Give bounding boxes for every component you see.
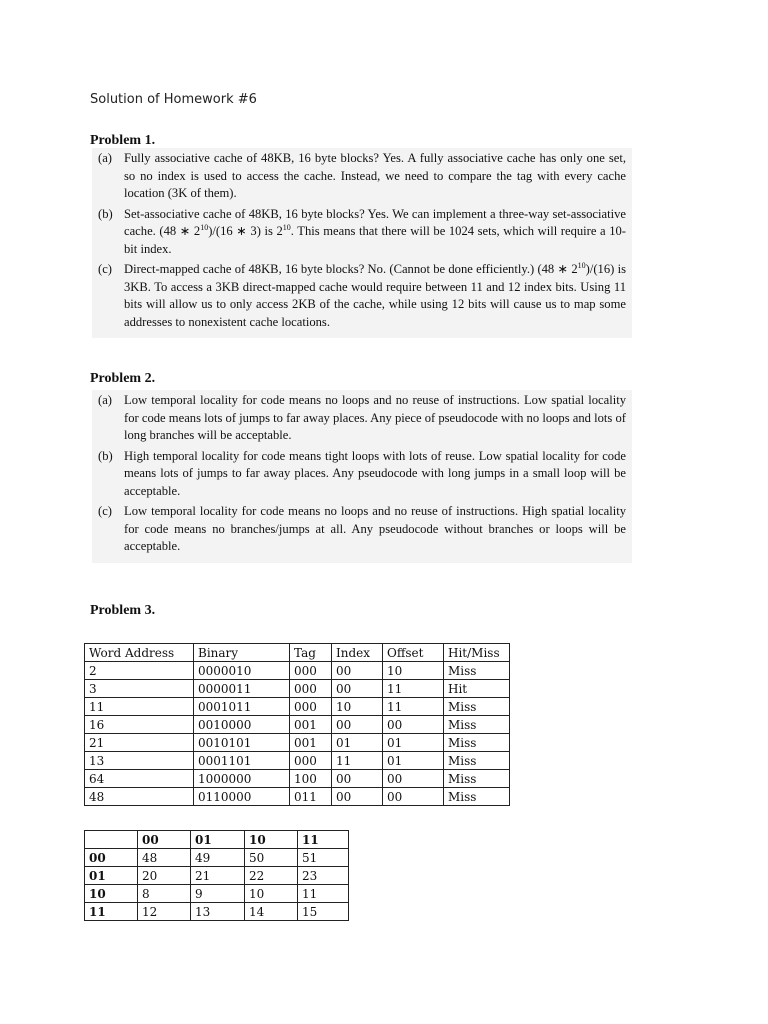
page-heading: Solution of Homework #6: [90, 92, 257, 107]
table-row: [85, 885, 349, 903]
table-cell: 12: [138, 903, 191, 921]
cell-index: 10: [332, 698, 383, 716]
problem-1-item-b: [92, 206, 632, 259]
cell-word-address: 11: [85, 698, 194, 716]
item-label: (c): [98, 262, 112, 276]
item-text: Fully associative cache of 48KB, 16 byte blocks? Yes. A fully associative cache has only one set, so no index is used to access the cache. Instead, we need to compare the tag with every cache location (3K of them).: [124, 151, 626, 200]
header-word-address: Word Address: [85, 644, 194, 662]
cell-offset: 11: [383, 698, 444, 716]
cell-offset: 01: [383, 752, 444, 770]
item-label: (b): [98, 448, 113, 463]
table-row: [85, 680, 510, 698]
cell-offset: 00: [383, 788, 444, 806]
cell-word-address: 64: [85, 770, 194, 788]
cell-index: 00: [332, 770, 383, 788]
header-index: Index: [332, 644, 383, 662]
item-text: )/(16) is 3KB. To access a 3KB direct-mapped cache would require between 11 and 12 index bits. Using 11 bits will allow us to only access 2KB of the cache, while using 12 bits will cause us to map some addresses to nonexistent cache locations.: [124, 262, 626, 329]
table-row: [85, 698, 510, 716]
cell-tag: 000: [290, 752, 332, 770]
table-cell: 11: [298, 885, 349, 903]
problem-2-title: Problem 2.: [90, 371, 156, 386]
cell-binary: 0010101: [194, 734, 290, 752]
table-header-row: [85, 831, 349, 849]
item-label: (b): [98, 206, 113, 221]
cell-tag: 000: [290, 680, 332, 698]
table-cell: 15: [298, 903, 349, 921]
header-hit-miss: Hit/Miss: [444, 644, 510, 662]
item-label: (a): [98, 393, 112, 407]
cell-offset: 11: [383, 680, 444, 698]
item-text: . This means that there will be 1024 sets, which will require a 10-bit index.: [124, 224, 627, 256]
cell-binary: 0000011: [194, 680, 290, 698]
cell-binary: 0110000: [194, 788, 290, 806]
header-tag: Tag: [290, 644, 332, 662]
header-col-10: 10: [245, 831, 298, 849]
cell-word-address: 48: [85, 788, 194, 806]
item-text: )/(16 ∗ 3) is 2: [208, 224, 283, 238]
cell-tag: 000: [290, 662, 332, 680]
cell-binary: 0010000: [194, 716, 290, 734]
table-cell: 21: [191, 867, 245, 885]
table-row: [85, 734, 510, 752]
problem-1-item-a: [92, 150, 632, 203]
table-cell: 50: [245, 849, 298, 867]
cell-word-address: 3: [85, 680, 194, 698]
cell-word-address: 2: [85, 662, 194, 680]
header-offset: Offset: [383, 644, 444, 662]
cache-contents-table: [84, 830, 349, 921]
problem-3-title: Problem 3.: [90, 603, 156, 618]
cell-word-address: 21: [85, 734, 194, 752]
cell-tag: 001: [290, 716, 332, 734]
cell-tag: 001: [290, 734, 332, 752]
table-cell: 22: [245, 867, 298, 885]
table-cell: 48: [138, 849, 191, 867]
row-header: 11: [85, 903, 138, 921]
item-label: (c): [98, 504, 112, 518]
table-row: [85, 752, 510, 770]
cell-index: 00: [332, 716, 383, 734]
header-binary: Binary: [194, 644, 290, 662]
cell-index: 01: [332, 734, 383, 752]
address-trace-table: [84, 643, 510, 806]
header-corner: [85, 831, 138, 849]
cell-index: 00: [332, 680, 383, 698]
row-header: 01: [85, 867, 138, 885]
cell-binary: 1000000: [194, 770, 290, 788]
table-row: [85, 867, 349, 885]
table-row: [85, 770, 510, 788]
cell-index: 00: [332, 788, 383, 806]
table-row: [85, 788, 510, 806]
cell-tag: 000: [290, 698, 332, 716]
cell-tag: 100: [290, 770, 332, 788]
table-row: [85, 662, 510, 680]
problem-1-solution: [92, 148, 632, 338]
item-text: Direct-mapped cache of 48KB, 16 byte blocks? No. (Cannot be done efficiently.) (48 ∗ 2: [124, 262, 578, 276]
item-text: Set-associative cache of 48KB, 16 byte blocks? Yes. We can implement a three-way set-associative cache. (48 ∗ 2: [124, 206, 626, 238]
table-cell: 49: [191, 849, 245, 867]
item-text: Low temporal locality for code means no loops and no reuse of instructions. High spatial locality for code means no branches/jumps at all. Any pseudocode without branches or loops will be acceptable.: [124, 504, 626, 553]
problem-2-solution: [92, 390, 632, 563]
cell-hit-miss: Miss: [444, 662, 510, 680]
cell-index: 00: [332, 662, 383, 680]
cell-offset: 10: [383, 662, 444, 680]
cell-hit-miss: Miss: [444, 770, 510, 788]
table-row: [85, 716, 510, 734]
cell-binary: 0001101: [194, 752, 290, 770]
table-row: [85, 903, 349, 921]
cell-binary: 0000010: [194, 662, 290, 680]
problem-1-item-c: [92, 261, 632, 331]
row-header: 00: [85, 849, 138, 867]
table-cell: 51: [298, 849, 349, 867]
problem-2-item-b: [92, 448, 632, 501]
cell-hit-miss: Miss: [444, 734, 510, 752]
cell-index: 11: [332, 752, 383, 770]
cell-hit-miss: Hit: [444, 680, 510, 698]
cell-word-address: 13: [85, 752, 194, 770]
problem-1-title: Problem 1.: [90, 133, 156, 148]
cell-word-address: 16: [85, 716, 194, 734]
item-label: (a): [98, 151, 112, 165]
table-cell: 9: [191, 885, 245, 903]
problem-2-item-c: [92, 503, 632, 556]
item-text: Low temporal locality for code means no loops and no reuse of instructions. Low spatial locality for code means lots of jumps to far away places. Any piece of pseudocode with no loops and lots of long branches will be acceptable.: [124, 393, 626, 442]
exponent: 10: [282, 222, 291, 232]
cell-hit-miss: Miss: [444, 698, 510, 716]
cell-tag: 011: [290, 788, 332, 806]
cell-hit-miss: Miss: [444, 752, 510, 770]
table-header-row: [85, 644, 510, 662]
cell-hit-miss: Miss: [444, 788, 510, 806]
cell-binary: 0001011: [194, 698, 290, 716]
table-cell: 23: [298, 867, 349, 885]
cell-offset: 00: [383, 716, 444, 734]
exponent: 10: [577, 260, 586, 270]
table-cell: 14: [245, 903, 298, 921]
cell-hit-miss: Miss: [444, 716, 510, 734]
header-col-11: 11: [298, 831, 349, 849]
table-row: [85, 849, 349, 867]
table-cell: 10: [245, 885, 298, 903]
table-cell: 13: [191, 903, 245, 921]
cell-offset: 01: [383, 734, 444, 752]
exponent: 10: [200, 222, 209, 232]
table-cell: 20: [138, 867, 191, 885]
item-text: High temporal locality for code means tight loops with lots of reuse. Low spatial locality for code means lots of jumps to far away places. Any pseudocode with long jumps in a small loop will be acceptable.: [124, 448, 626, 498]
header-col-00: 00: [138, 831, 191, 849]
header-col-01: 01: [191, 831, 245, 849]
row-header: 10: [85, 885, 138, 903]
problem-2-item-a: [92, 392, 632, 445]
cell-offset: 00: [383, 770, 444, 788]
table-cell: 8: [138, 885, 191, 903]
